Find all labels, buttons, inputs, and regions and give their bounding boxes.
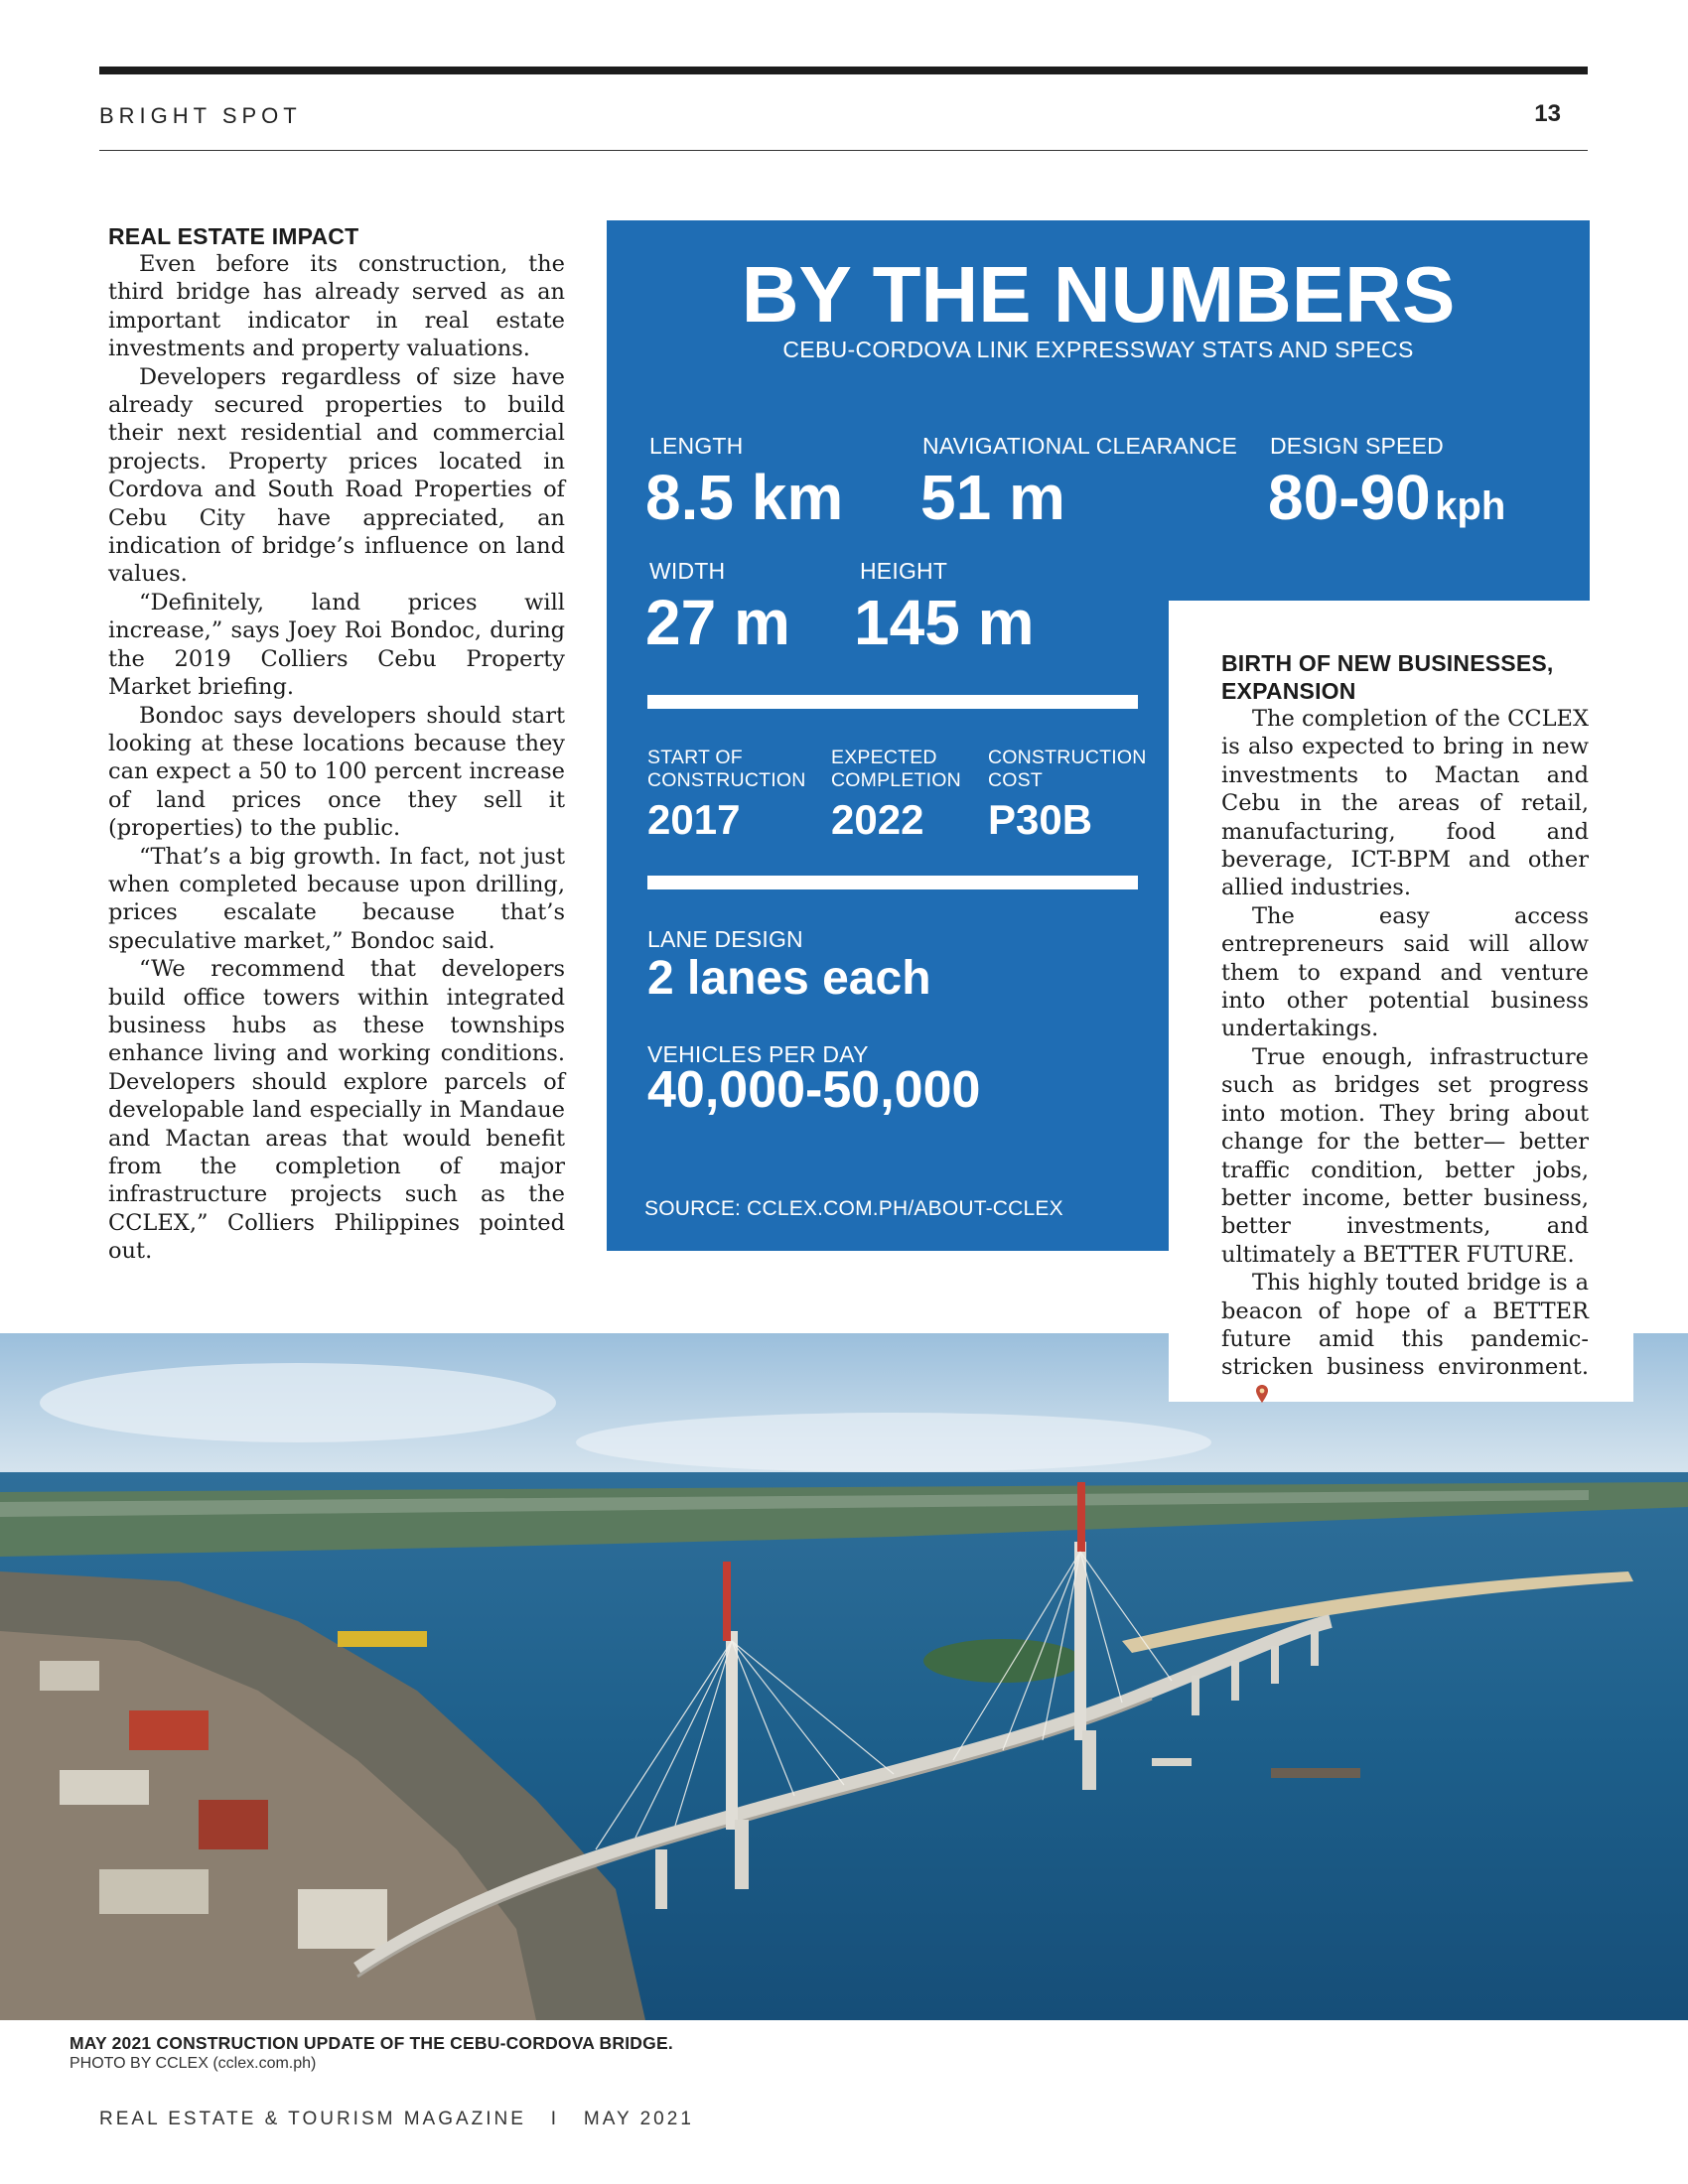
page-footer <box>99 2109 694 2130</box>
left-paragraph: Even before its construction, the third bridge has already served as an important indicator in real estate investments and property valuations. <box>108 251 565 362</box>
right-article-column <box>1221 649 1589 1411</box>
right-paragraph <box>1221 1269 1589 1411</box>
left-paragraph: “That’s a big growth. In fact, not just when completed because upon drilling, prices escalate because that’s speculative market,” Bondoc said. <box>108 843 565 954</box>
footer-issue: MAY 2021 <box>583 2109 694 2129</box>
completion-label <box>831 747 961 792</box>
start-label <box>647 747 805 792</box>
divider-bar <box>647 876 1138 889</box>
left-paragraph: “We recommend that developers build office towers within integrated business hubs as these townships enhance living and working conditions. Developers should explore parcels of developable land especially in Mandaue and Mactan areas that would benefit from the completion of major infrastructure projects such as the CCLEX,” Colliers Philippines pointed out. <box>108 956 565 1265</box>
start-label-line: START OF <box>647 747 743 768</box>
left-paragraph: Bondoc says developers should start looking at these locations because they can expect a 50 to 100 percent increase of land prices once they sell it (properties) to the public. <box>108 702 565 842</box>
photo-credit: PHOTO BY CCLEX (cclex.com.ph) <box>70 2055 317 2072</box>
vehicles-label: VEHICLES PER DAY <box>647 1041 869 1067</box>
right-column-heading <box>1221 649 1589 705</box>
panel-source: SOURCE: CCLEX.COM.PH/ABOUT-CCLEX <box>644 1197 1063 1220</box>
completion-value: 2022 <box>831 796 924 843</box>
width-label: WIDTH <box>649 558 726 584</box>
location-pin-icon <box>1224 1383 1269 1411</box>
divider-bar <box>647 695 1138 709</box>
left-column-heading: REAL ESTATE IMPACT <box>108 223 359 249</box>
width-value: 27 m <box>645 587 790 658</box>
right-paragraph-text: This highly touted bridge is a beacon of hope of a BETTER future amid this pandemic-stricken business environment. <box>1221 1270 1589 1381</box>
length-label: LENGTH <box>649 433 744 459</box>
right-paragraph: True enough, infrastructure such as bridges set progress into motion. They bring about change for the better— better traffic condition, better jobs, better income, better business, better investments, and ultimately a BETTER FUTURE. <box>1221 1043 1589 1268</box>
left-article-column <box>108 222 565 1266</box>
right-paragraph: The completion of the CCLEX is also expected to bring in new investments to Mactan and Cebu in the areas of retail, manufacturing, food and beverage, ICT-BPM and other allied industries. <box>1221 706 1589 901</box>
height-label: HEIGHT <box>860 558 948 584</box>
speed-label: DESIGN SPEED <box>1270 433 1444 459</box>
speed-value-group <box>1268 463 1505 532</box>
panel-title: BY THE NUMBERS <box>741 250 1456 339</box>
height-value: 145 m <box>854 587 1035 658</box>
top-rule <box>99 67 1588 74</box>
cost-value: P30B <box>988 796 1093 843</box>
right-paragraph: The easy access entrepreneurs said will allow them to expand and venture into other potential business undertakings. <box>1221 902 1589 1042</box>
length-value: 8.5 km <box>645 462 844 533</box>
completion-label-line: EXPECTED <box>831 747 937 768</box>
panel-subtitle: CEBU-CORDOVA LINK EXPRESSWAY STATS AND SPECS <box>782 337 1414 362</box>
section-name: BRIGHT SPOT <box>99 103 302 128</box>
bridge-aerial-illustration <box>0 1333 1688 2020</box>
cost-label-line: COST <box>988 769 1043 791</box>
speed-unit: kph <box>1435 484 1506 528</box>
header-rule <box>99 150 1588 151</box>
lanes-value: 2 lanes each <box>647 952 931 1005</box>
speed-value: 80-90 <box>1268 462 1431 533</box>
right-heading-line: EXPANSION <box>1221 678 1356 704</box>
clearance-value: 51 m <box>920 462 1065 533</box>
start-label-line: CONSTRUCTION <box>647 769 806 791</box>
completion-label-line: COMPLETION <box>831 769 961 791</box>
right-heading-line: BIRTH OF NEW BUSINESSES, <box>1221 650 1554 676</box>
clearance-label: NAVIGATIONAL CLEARANCE <box>922 433 1238 459</box>
left-paragraph: Developers regardless of size have already secured properties to build their next residential and commercial projects. Property prices located in Cordova and South Road Properties of Cebu City have appreciated, an indication of bridge’s influence on land values. <box>108 363 565 588</box>
cost-label <box>988 747 1146 792</box>
start-value: 2017 <box>647 796 741 843</box>
footer-separator: I <box>550 2109 560 2129</box>
cost-label-line: CONSTRUCTION <box>988 747 1147 768</box>
vehicles-value: 40,000-50,000 <box>647 1061 981 1119</box>
bridge-photo <box>0 1333 1688 2020</box>
footer-publication: REAL ESTATE & TOURISM MAGAZINE <box>99 2109 526 2129</box>
lanes-label: LANE DESIGN <box>647 926 803 952</box>
page-number: 13 <box>1534 100 1561 127</box>
left-paragraph: “Definitely, land prices will increase,” says Joey Roi Bondoc, during the 2019 Colliers Cebu Property Market briefing. <box>108 589 565 701</box>
photo-caption: MAY 2021 CONSTRUCTION UPDATE OF THE CEBU-CORDOVA BRIDGE. <box>70 2033 673 2053</box>
